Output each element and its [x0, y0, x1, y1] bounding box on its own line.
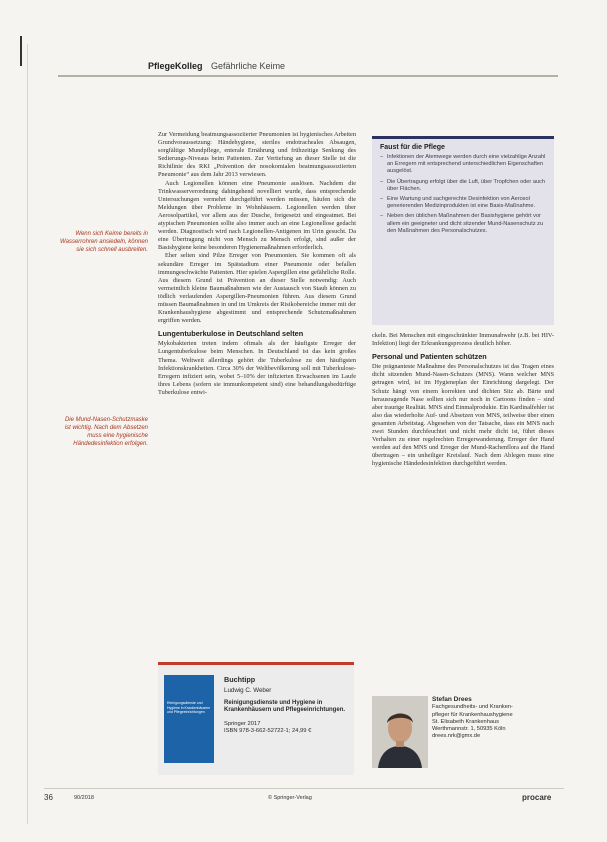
publisher-credit: © Springer-Verlag — [268, 795, 312, 801]
faust-item: – Infektionen der Atemwege werden durch eine vielzahlige Anzahl an Erregern mit entsprechend unterschiedlichen Eigenschaften ausgelöst. — [380, 154, 548, 176]
body-column-right — [372, 332, 554, 469]
section-heading: Lungentuberkulose in Deutschland selten — [158, 329, 304, 339]
book-info — [224, 675, 350, 735]
book-publisher: Springer 2017 — [224, 720, 261, 727]
book-tip-label: Buchtipp — [224, 675, 256, 684]
running-header — [148, 61, 285, 71]
author-email: drees.nrk@gmx.de — [432, 733, 481, 740]
author-photo — [372, 696, 428, 768]
author-line: Werthmannstr. 1, 50935 Köln — [432, 726, 506, 733]
paragraph: Zur Vermeidung beatmungsassoziierter Pneumonien ist hygienisches Arbeiten Grundvoraussetzung: Händehygiene, steriles endotracheales Absaugen, sorgfältige Mundpflege, enterale Ernährung und frühzeitige Senkung des Sedierungs-Niveaus beim Patienten. Zur Vertiefung an dieser Stelle ist die Richtlinie des RKI „Prävention der nosokomialen beatmungsassoziierten Pneumonie“ aus dem Jahr 2013 verwiesen. — [158, 131, 356, 179]
issue-number: 90/2018 — [74, 795, 94, 801]
faust-item: – Eine Wartung und sachgerechte Desinfektion von Aerosol generierenden Medizinprodukten ist eine Basis-Maßnahme. — [380, 196, 548, 210]
section-heading: Personal und Patienten schützen — [372, 352, 487, 362]
page-number: 36 — [44, 793, 53, 802]
author-portrait — [372, 696, 428, 768]
brand-name: procare — [522, 793, 552, 802]
binding-mark — [20, 36, 22, 66]
paragraph: Eher selten sind Pilze Erreger von Pneumonien. Sie kommen oft als sekundäre Erreger im Spätstadium einer Pneumonie oder befallen immungeschwächte Patienten. Hier spielen Aspergillen eine gefährliche Rolle. Aus diesem Grund ist Prävention an dieser Stelle notwendig: Auch vermeintlich kleine Baumaßnahmen wie der Austausch von Staub können zu tödlich verlaufenden Aspergillen-Pneumonien führen. Aus diesem Grund müssen Baumaßnahmen in und im Umkreis der Risikobereiche immer mit der Krankenhaushygiene abgestimmt und entsprechende Schutzmaßnahmen ergriffen werden. — [158, 252, 356, 325]
book-cover-title: Reinigungsdienste und Hygiene in Krankenhäusern und Pflegeeinrichtungen — [167, 701, 211, 714]
body-column-left — [158, 131, 356, 397]
series-title: PflegeKolleg — [148, 61, 203, 71]
author-info — [432, 696, 552, 741]
author-line: Fachgesundheits- und Kranken- — [432, 704, 513, 711]
book-tip-box — [158, 662, 354, 775]
faust-box — [372, 136, 554, 325]
book-isbn: ISBN 978-3-662-52722-1; 24,99 € — [224, 727, 312, 734]
margin-note-1: Wenn sich Keime bereits in Wasserrohren ansiedeln, können sie sich schnell ausbreiten. — [60, 231, 148, 253]
faust-item: – Neben den üblichen Maßnahmen der Basishygiene gehört vor allem ein geeigneter und dicht sitzender Mund-Nasenschutz zu den Maßnahmen des Personalschutzes. — [380, 213, 548, 235]
faust-title: Faust für die Pflege — [380, 144, 445, 151]
section-topic: Gefährliche Keime — [211, 61, 286, 71]
author-line: pfleger für Krankenhaushygiene — [432, 711, 513, 718]
paragraph: Die prägnanteste Maßnahme des Personalschutzes ist das Tragen eines dicht sitzenden Mund-Nasen-Schutzes (MNS). Wann welcher MNS getragen wird, ist im Hygieneplan der Einrichtung dargelegt. Der Schutz hängt von einem korrekten und dichten Sitz ab. Bärte und herausragende Nase sollten sich nur noch in Cartoons finden – sind aber traurige Realität. MNS sind Einmalprodukte. Ein Kardinalfehler ist also das wiederholte Auf- und Absetzen von MNS, teilweise über einen gesamten Arbeitstag. Abgesehen von der Tatsache, dass ein MNS nach zwei Stunden durchfeuchtet und nicht mehr dicht ist, führt dieses Verhalten zu einer regelrechten Erregerwanderung. Erreger der Hand werden auf den MNS und Erreger der Mund-Rachenflora auf die Hand übertragen – ein unheiliger Kreislauf. Nach dem Ablegen muss eine hygienische Händedesinfektion durchgeführt werden. — [372, 363, 554, 468]
paragraph: Auch Legionellen können eine Pneumonie auslösen. Nachdem die Trinkwasserverordnung dahingehend novelliert wurde, dass entsprechende Untersuchungen vermehrt durchgeführt werden müssen, häufen sich die Meldungen über Probleme in Wohnhäusern. Legionellen werden über Aerosolpartikel, vor allem aus der Dusche, freigesetzt und eingeatmet. Bei atypischen Pneumonien sollte also immer auch an eine Legionellose gedacht werden. Diagnostisch wird nach Legionellen-Antigenen im Urin gesucht. Da eine Übertragung nicht von Mensch zu Mensch erfolgt, sind außer der Basishygiene keine besonderen Hygienemaßnahmen erforderlich. — [158, 179, 356, 252]
binding-fold — [27, 44, 28, 824]
book-cover-image — [164, 675, 214, 763]
paragraph: ckeln. Bei Menschen mit eingeschränkter Immunabwehr (z.B. bei HIV-Infektion) liegt der Erkrankungsprozess deutlich höher. — [372, 332, 554, 348]
paragraph: Mykobakterien treten indem oftmals als der häufigste Erreger der Lungentuberkulose beim Menschen. In Deutschland ist das kein großes Thema. Weltweit allerdings gehört die Tuberkulose zu den häufigsten Infektionskrankheiten. Circa 30% der Weltbevölkerung soll mit Tuberkulose-Erregern infiziert sein, wobei 5–10% der infizierten Erwachsenen im Laufe ihres Lebens (sofern sie immunkompetent sind) eine behandlungsbedürftige Tuberkulose entwi- — [158, 340, 356, 396]
author-card — [372, 696, 552, 768]
book-author: Ludwig C. Weber — [224, 687, 272, 694]
footer-divider — [44, 788, 564, 789]
margin-note-2: Die Mund-Nasen-Schutzmaske ist wichtig. Nach dem Absetzen muss eine hygienische Händedesinfektion erfolgen. — [64, 417, 148, 447]
author-line: St. Elisabeth Krankenhaus — [432, 718, 500, 725]
author-name: Stefan Drees — [432, 696, 472, 703]
faust-item: – Die Übertragung erfolgt über die Luft, über Tropfchen oder auch über Flächen. — [380, 179, 548, 193]
faust-list — [372, 154, 554, 235]
header-divider — [58, 75, 558, 77]
book-title: Reinigungsdienste und Hygiene in Krankenhäusern und Pflegeeinrichtungen. — [224, 700, 346, 714]
